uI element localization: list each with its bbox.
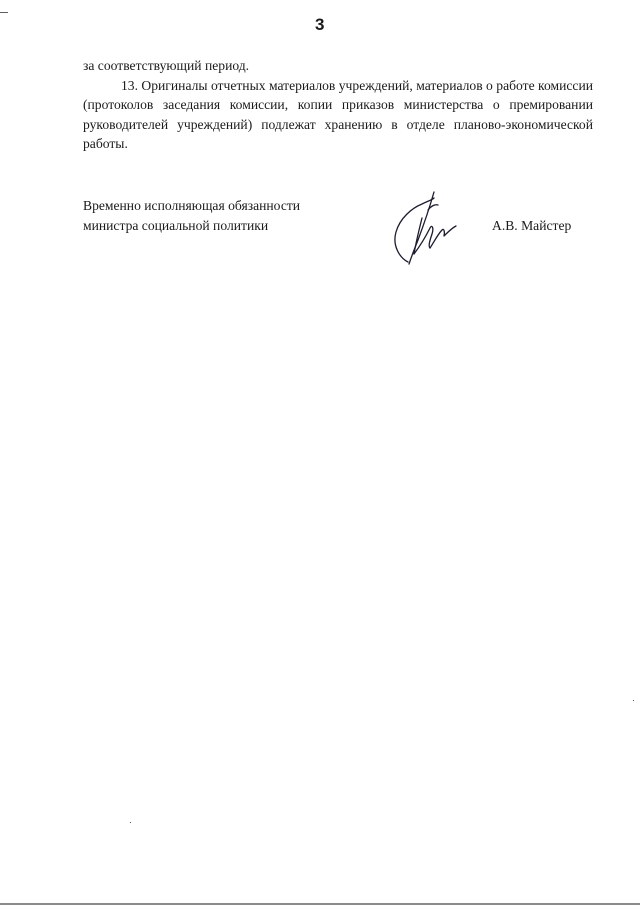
signatory-name: А.В. Майстер <box>492 217 572 233</box>
signatory-title-line-1: Временно исполняющая обязанности <box>83 198 301 213</box>
paragraph-continuation: за соответствующий период. <box>83 58 250 73</box>
handwritten-signature <box>378 188 468 266</box>
scan-speck <box>130 822 131 823</box>
page-number: 3 <box>315 15 325 34</box>
signatory-title <box>83 196 363 235</box>
signatory-title-line-2: министра социальной политики <box>83 217 269 233</box>
scan-edge-mark-top <box>0 12 8 13</box>
signature-block <box>83 196 593 266</box>
scan-speck <box>633 700 634 701</box>
body-text <box>83 56 593 154</box>
paragraph-13: 13. Оригиналы отчетных материалов учреждений, материалов о работе комиссии (протоколов заседания комиссии, копии приказов министерства о премировании руководителей учреждений) подлежат хранению в отделе планово-экономической работы. <box>83 77 593 151</box>
